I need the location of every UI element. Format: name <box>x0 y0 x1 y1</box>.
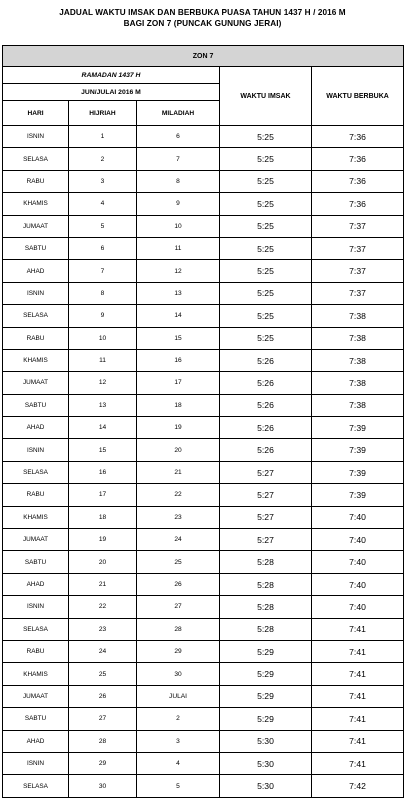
hijriah-cell: 30 <box>69 775 137 797</box>
imsak-time-cell: 5:27 <box>220 461 312 483</box>
miladiah-cell: 9 <box>137 193 220 215</box>
imsak-time-cell: 5:25 <box>220 260 312 282</box>
berbuka-time-cell: 7:40 <box>312 551 404 573</box>
hijriah-cell: 6 <box>69 237 137 259</box>
miladiah-cell: 5 <box>137 775 220 797</box>
imsak-time-cell: 5:25 <box>220 148 312 170</box>
berbuka-time-cell: 7:40 <box>312 573 404 595</box>
miladiah-cell: 18 <box>137 394 220 416</box>
day-cell: SELASA <box>3 461 69 483</box>
miladiah-cell: 19 <box>137 417 220 439</box>
hijriah-cell: 10 <box>69 327 137 349</box>
hijriah-cell: 4 <box>69 193 137 215</box>
day-cell: SABTU <box>3 708 69 730</box>
hijriah-cell: 19 <box>69 529 137 551</box>
hijriah-cell: 11 <box>69 349 137 371</box>
miladiah-cell: 7 <box>137 148 220 170</box>
day-cell: JUMAAT <box>3 215 69 237</box>
hijriah-cell: 12 <box>69 372 137 394</box>
table-row <box>3 126 404 148</box>
berbuka-time-cell: 7:41 <box>312 730 404 752</box>
berbuka-time-cell: 7:41 <box>312 708 404 730</box>
day-cell: AHAD <box>3 417 69 439</box>
imsak-time-cell: 5:25 <box>220 193 312 215</box>
imsak-time-cell: 5:25 <box>220 170 312 192</box>
imsak-header: WAKTU IMSAK <box>220 67 312 126</box>
miladiah-cell: 26 <box>137 573 220 595</box>
day-cell: ISNIN <box>3 752 69 774</box>
berbuka-time-cell: 7:36 <box>312 193 404 215</box>
table-row <box>3 327 404 349</box>
miladiah-cell: 23 <box>137 506 220 528</box>
day-cell: RABU <box>3 327 69 349</box>
table-row <box>3 708 404 730</box>
zone-header: ZON 7 <box>3 46 404 67</box>
miladiah-cell: 29 <box>137 640 220 662</box>
table-row <box>3 640 404 662</box>
imsak-time-cell: 5:25 <box>220 215 312 237</box>
hijriah-cell: 24 <box>69 640 137 662</box>
schedule-subtitle: BAGI ZON 7 (PUNCAK GUNUNG JERAI) <box>123 19 282 28</box>
table-row <box>3 484 404 506</box>
imsak-time-cell: 5:25 <box>220 126 312 148</box>
hijriah-cell: 1 <box>69 126 137 148</box>
ramadan-header: RAMADAN 1437 H <box>3 67 220 84</box>
hijriah-cell: 9 <box>69 305 137 327</box>
day-cell: SELASA <box>3 618 69 640</box>
imsak-time-cell: 5:26 <box>220 417 312 439</box>
hijriah-cell: 18 <box>69 506 137 528</box>
day-cell: AHAD <box>3 730 69 752</box>
berbuka-time-cell: 7:37 <box>312 237 404 259</box>
schedule-title: JADUAL WAKTU IMSAK DAN BERBUKA PUASA TAHUN 1437 H / 2016 M <box>59 8 346 17</box>
miladiah-cell: 13 <box>137 282 220 304</box>
hijriah-cell: 3 <box>69 170 137 192</box>
table-row <box>3 394 404 416</box>
hari-header: HARI <box>3 101 69 126</box>
day-cell: SABTU <box>3 237 69 259</box>
hijriah-cell: 21 <box>69 573 137 595</box>
imsak-time-cell: 5:30 <box>220 730 312 752</box>
berbuka-time-cell: 7:39 <box>312 439 404 461</box>
miladiah-cell: JULAI <box>137 685 220 707</box>
miladiah-cell: 10 <box>137 215 220 237</box>
imsak-time-cell: 5:25 <box>220 327 312 349</box>
day-cell: RABU <box>3 484 69 506</box>
imsak-time-cell: 5:28 <box>220 551 312 573</box>
berbuka-time-cell: 7:36 <box>312 148 404 170</box>
day-cell: SABTU <box>3 394 69 416</box>
berbuka-time-cell: 7:36 <box>312 170 404 192</box>
berbuka-time-cell: 7:37 <box>312 215 404 237</box>
table-row <box>3 237 404 259</box>
berbuka-time-cell: 7:39 <box>312 484 404 506</box>
berbuka-time-cell: 7:42 <box>312 775 404 797</box>
day-cell: RABU <box>3 170 69 192</box>
day-cell: AHAD <box>3 260 69 282</box>
imsak-time-cell: 5:25 <box>220 282 312 304</box>
miladiah-header: MILADIAH <box>137 101 220 126</box>
berbuka-time-cell: 7:37 <box>312 282 404 304</box>
imsak-time-cell: 5:29 <box>220 708 312 730</box>
imsak-time-cell: 5:29 <box>220 685 312 707</box>
berbuka-time-cell: 7:40 <box>312 506 404 528</box>
table-row <box>3 349 404 371</box>
imsak-time-cell: 5:25 <box>220 237 312 259</box>
imsak-time-cell: 5:29 <box>220 640 312 662</box>
day-cell: ISNIN <box>3 439 69 461</box>
hijriah-cell: 25 <box>69 663 137 685</box>
imsak-time-cell: 5:30 <box>220 775 312 797</box>
imsak-time-cell: 5:26 <box>220 439 312 461</box>
miladiah-cell: 12 <box>137 260 220 282</box>
miladiah-cell: 22 <box>137 484 220 506</box>
miladiah-cell: 4 <box>137 752 220 774</box>
berbuka-time-cell: 7:38 <box>312 372 404 394</box>
berbuka-time-cell: 7:38 <box>312 327 404 349</box>
table-row <box>3 193 404 215</box>
hijriah-cell: 29 <box>69 752 137 774</box>
hijriah-cell: 14 <box>69 417 137 439</box>
table-row <box>3 663 404 685</box>
miladiah-cell: 20 <box>137 439 220 461</box>
hijriah-header: HIJRIAH <box>69 101 137 126</box>
day-cell: KHAMIS <box>3 663 69 685</box>
hijriah-cell: 23 <box>69 618 137 640</box>
day-cell: SELASA <box>3 148 69 170</box>
table-row <box>3 372 404 394</box>
miladiah-cell: 14 <box>137 305 220 327</box>
table-row <box>3 461 404 483</box>
imsak-time-cell: 5:27 <box>220 506 312 528</box>
table-row <box>3 573 404 595</box>
hijriah-cell: 15 <box>69 439 137 461</box>
table-row <box>3 551 404 573</box>
table-row <box>3 170 404 192</box>
miladiah-cell: 8 <box>137 170 220 192</box>
berbuka-time-cell: 7:38 <box>312 349 404 371</box>
miladiah-cell: 25 <box>137 551 220 573</box>
day-cell: ISNIN <box>3 126 69 148</box>
berbuka-header: WAKTU BERBUKA <box>312 67 404 126</box>
hijriah-cell: 17 <box>69 484 137 506</box>
day-cell: RABU <box>3 640 69 662</box>
month-header: JUN/JULAI 2016 M <box>3 84 220 101</box>
imsak-time-cell: 5:25 <box>220 305 312 327</box>
day-cell: ISNIN <box>3 282 69 304</box>
table-row <box>3 596 404 618</box>
table-row <box>3 529 404 551</box>
hijriah-cell: 13 <box>69 394 137 416</box>
day-cell: SABTU <box>3 551 69 573</box>
table-row <box>3 282 404 304</box>
berbuka-time-cell: 7:41 <box>312 685 404 707</box>
berbuka-time-cell: 7:41 <box>312 640 404 662</box>
day-cell: JUMAAT <box>3 372 69 394</box>
table-row <box>3 148 404 170</box>
hijriah-cell: 5 <box>69 215 137 237</box>
imsak-time-cell: 5:29 <box>220 663 312 685</box>
miladiah-cell: 27 <box>137 596 220 618</box>
imsak-time-cell: 5:27 <box>220 529 312 551</box>
table-row <box>3 775 404 797</box>
table-row <box>3 417 404 439</box>
imsak-time-cell: 5:30 <box>220 752 312 774</box>
miladiah-cell: 2 <box>137 708 220 730</box>
hijriah-cell: 27 <box>69 708 137 730</box>
imsak-time-cell: 5:26 <box>220 349 312 371</box>
day-cell: KHAMIS <box>3 506 69 528</box>
day-cell: JUMAAT <box>3 529 69 551</box>
schedule-table <box>2 45 404 798</box>
miladiah-cell: 21 <box>137 461 220 483</box>
table-row <box>3 618 404 640</box>
miladiah-cell: 30 <box>137 663 220 685</box>
berbuka-time-cell: 7:38 <box>312 305 404 327</box>
day-cell: KHAMIS <box>3 349 69 371</box>
day-cell: AHAD <box>3 573 69 595</box>
hijriah-cell: 8 <box>69 282 137 304</box>
hijriah-cell: 2 <box>69 148 137 170</box>
miladiah-cell: 16 <box>137 349 220 371</box>
berbuka-time-cell: 7:39 <box>312 417 404 439</box>
day-cell: ISNIN <box>3 596 69 618</box>
berbuka-time-cell: 7:41 <box>312 663 404 685</box>
hijriah-cell: 16 <box>69 461 137 483</box>
miladiah-cell: 17 <box>137 372 220 394</box>
imsak-time-cell: 5:28 <box>220 573 312 595</box>
table-row <box>3 506 404 528</box>
berbuka-time-cell: 7:37 <box>312 260 404 282</box>
miladiah-cell: 11 <box>137 237 220 259</box>
imsak-time-cell: 5:28 <box>220 596 312 618</box>
hijriah-cell: 7 <box>69 260 137 282</box>
hijriah-cell: 26 <box>69 685 137 707</box>
table-row <box>3 439 404 461</box>
berbuka-time-cell: 7:40 <box>312 529 404 551</box>
berbuka-time-cell: 7:36 <box>312 126 404 148</box>
miladiah-cell: 15 <box>137 327 220 349</box>
imsak-time-cell: 5:28 <box>220 618 312 640</box>
table-row <box>3 260 404 282</box>
hijriah-cell: 28 <box>69 730 137 752</box>
day-cell: SELASA <box>3 775 69 797</box>
imsak-time-cell: 5:27 <box>220 484 312 506</box>
berbuka-time-cell: 7:41 <box>312 752 404 774</box>
day-cell: KHAMIS <box>3 193 69 215</box>
table-row <box>3 685 404 707</box>
imsak-time-cell: 5:26 <box>220 394 312 416</box>
berbuka-time-cell: 7:38 <box>312 394 404 416</box>
table-row <box>3 752 404 774</box>
table-row <box>3 730 404 752</box>
day-cell: SELASA <box>3 305 69 327</box>
berbuka-time-cell: 7:40 <box>312 596 404 618</box>
miladiah-cell: 28 <box>137 618 220 640</box>
hijriah-cell: 22 <box>69 596 137 618</box>
hijriah-cell: 20 <box>69 551 137 573</box>
berbuka-time-cell: 7:39 <box>312 461 404 483</box>
day-cell: JUMAAT <box>3 685 69 707</box>
table-row <box>3 215 404 237</box>
miladiah-cell: 6 <box>137 126 220 148</box>
berbuka-time-cell: 7:41 <box>312 618 404 640</box>
imsak-time-cell: 5:26 <box>220 372 312 394</box>
miladiah-cell: 3 <box>137 730 220 752</box>
table-row <box>3 305 404 327</box>
miladiah-cell: 24 <box>137 529 220 551</box>
